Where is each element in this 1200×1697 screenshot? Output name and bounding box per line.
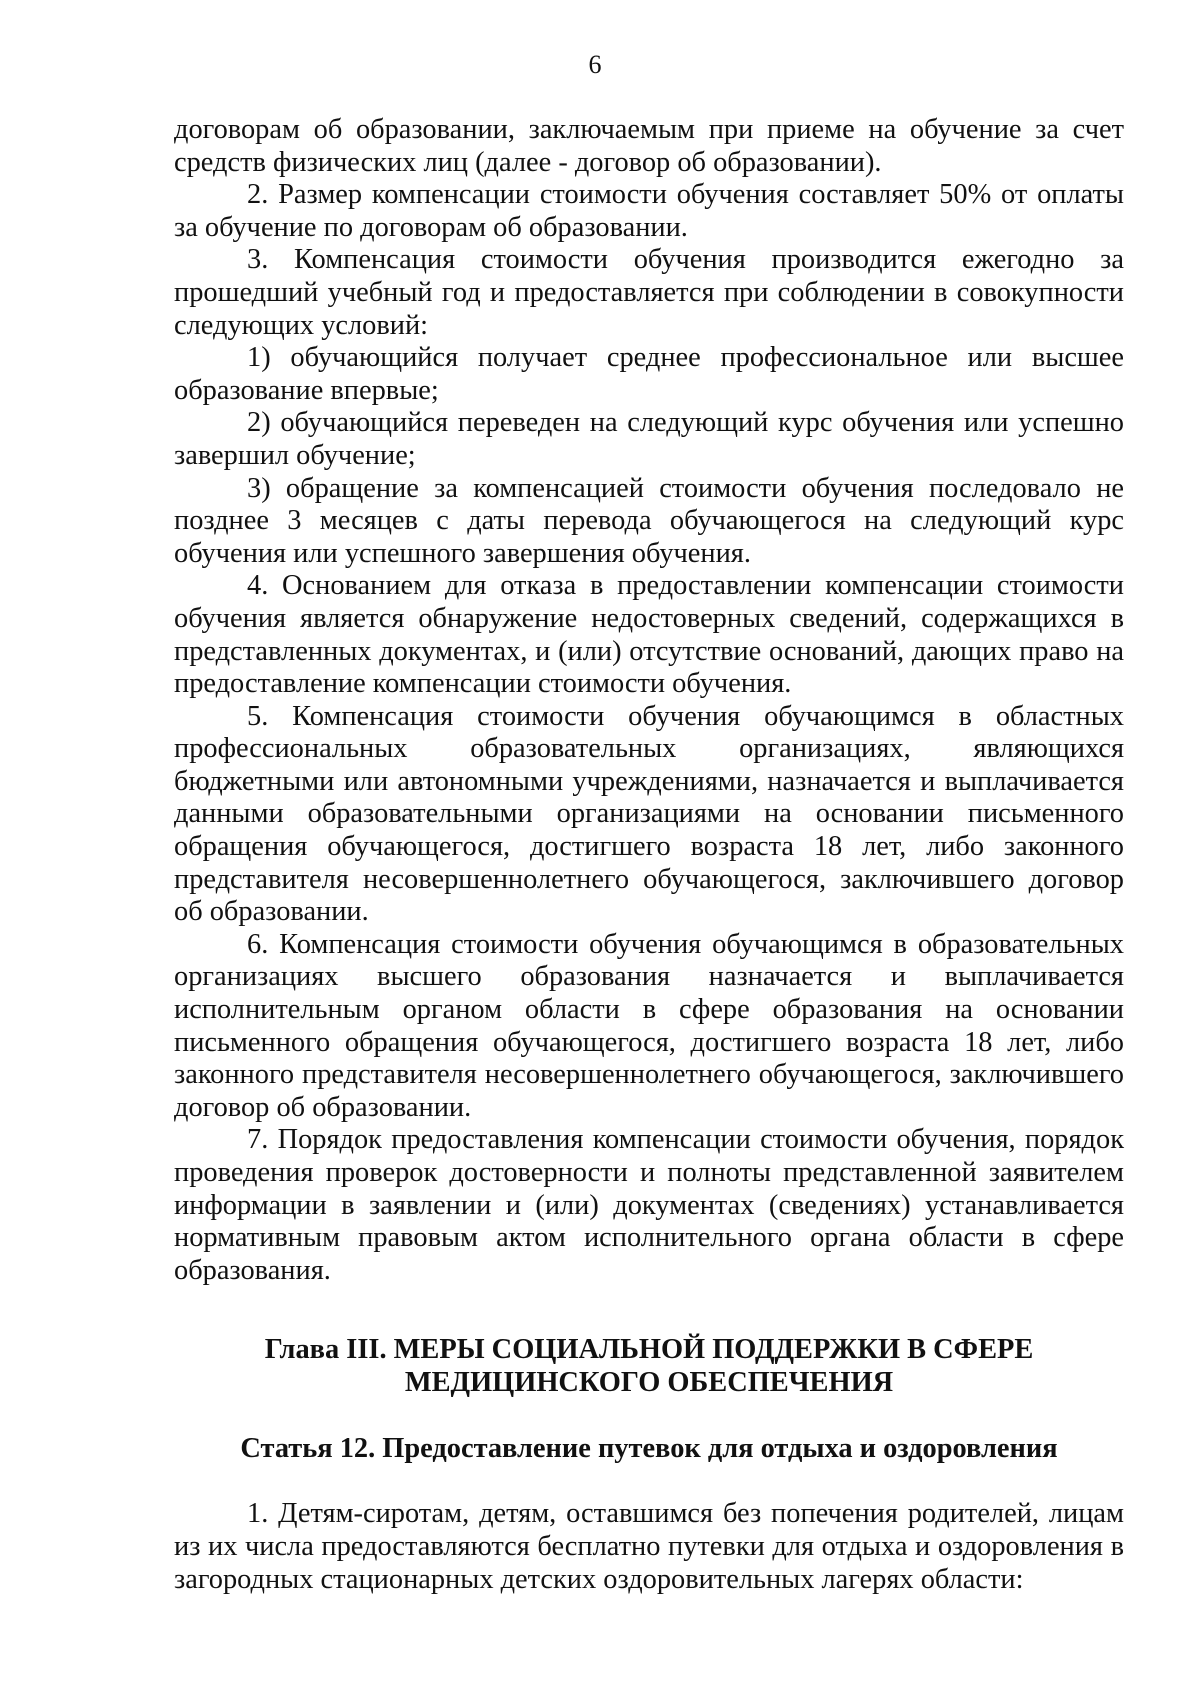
article-heading: Статья 12. Предоставление путевок для отдыха и оздоровления (240, 1433, 1058, 1465)
subitem-2: 2) обучающийся переведен на следующий курс обучения или успешно завершил обучение; (174, 407, 1124, 471)
subitem-3: 3) обращение за компенсацией стоимости обучения последовало не позднее 3 месяцев с даты перевода обучающегося на следующий курс обучения или успешного завершения обучения. (174, 472, 1124, 569)
paragraph-item-7: 7. Порядок предоставления компенсации стоимости обучения, порядок проведения проверок достоверности и полноты представленной заявителем информации в заявлении и (или) документах (сведениях) устанавливается нормативным правовым актом исполнительного органа области в сфере образования. (174, 1124, 1124, 1286)
subitem-1: 1) обучающийся получает среднее профессиональное или высшее образование впервые; (174, 342, 1124, 406)
chapter-heading-line-1: Глава III. МЕРЫ СОЦИАЛЬНОЙ ПОДДЕРЖКИ В СФЕРЕ (264, 1334, 1034, 1366)
paragraph-item-4: 4. Основанием для отказа в предоставлении компенсации стоимости обучения является обнаружение недостоверных сведений, содержащихся в представленных документах, и (или) отсутствие оснований, дающих право на предоставление компенсации стоимости обучения. (174, 570, 1124, 700)
paragraph-continuation: договорам об образовании, заключаемым при приеме на обучение за счет средств физических лиц (далее - договор об образовании). (174, 114, 1124, 178)
paragraph-item-5: 5. Компенсация стоимости обучения обучающимся в областных профессиональных образовательных организациях, являющихся бюджетными или автономными учреждениями, назначается и выплачивается данными образовательными организациями на основании письменного обращения обучающегося, достигшего возраста 18 лет, либо законного представителя несовершеннолетнего обучающегося, заключившего договор об образовании. (174, 700, 1124, 928)
chapter-heading (174, 1333, 1124, 1399)
page-number: 6 (588, 50, 602, 79)
document-body (174, 114, 1124, 1596)
article-paragraph-1: 1. Детям-сиротам, детям, оставшимся без попечения родителей, лицам из их числа предоставляются бесплатно путевки для отдыха и оздоровления в загородных стационарных детских оздоровительных лагерях области: (174, 1498, 1124, 1595)
paragraph-item-6: 6. Компенсация стоимости обучения обучающимся в образовательных организациях высшего образования назначается и выплачивается исполнительным органом области в сфере образования на основании письменного обращения обучающегося, достигшего возраста 18 лет, либо законного представителя несовершеннолетнего обучающегося, заключившего договор об образовании. (174, 928, 1124, 1123)
chapter-heading-line-2: МЕДИЦИНСКОГО ОБЕСПЕЧЕНИЯ (404, 1367, 894, 1399)
paragraph-item-3: 3. Компенсация стоимости обучения производится ежегодно за прошедший учебный год и предоставляется при соблюдении в совокупности следующих условий: (174, 244, 1124, 341)
paragraph-item-2: 2. Размер компенсации стоимости обучения составляет 50% от оплаты за обучение по договорам об образовании. (174, 179, 1124, 243)
